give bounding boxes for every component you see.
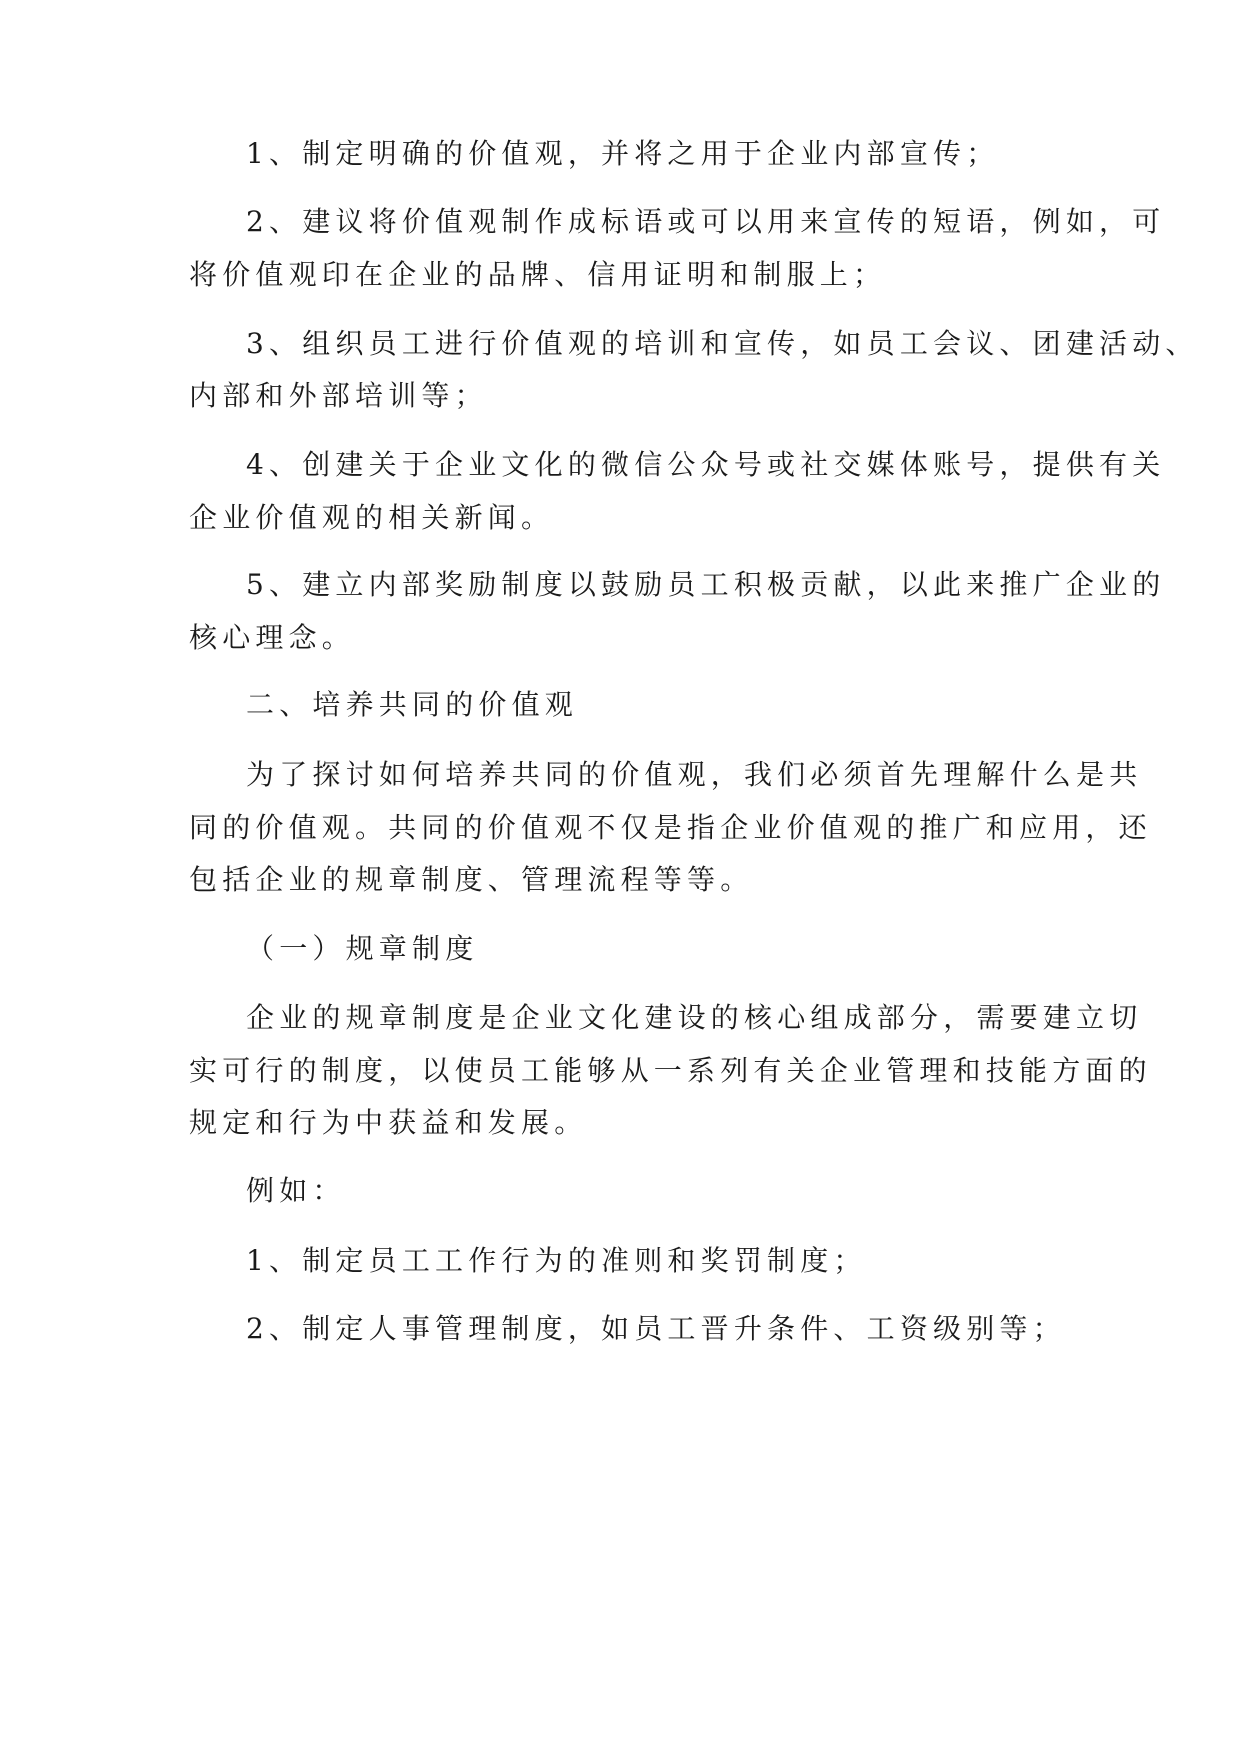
- list-item-1-line-1: 1、制定明确的价值观，并将之用于企业内部宣传；: [246, 137, 1000, 170]
- intro-paragraph-line-1: 为了探讨如何培养共同的价值观，我们必须首先理解什么是共: [246, 758, 1143, 791]
- example-item-1: 1、制定员工工作行为的准则和奖罚制度；: [246, 1244, 867, 1277]
- list-item-4-line-1: 4、创建关于企业文化的微信公众号或社交媒体账号，提供有关: [246, 448, 1166, 481]
- list-item-5-line-2: 核心理念。: [189, 621, 356, 654]
- example-item-2: 2、制定人事管理制度，如员工晋升条件、工资级别等；: [246, 1312, 1066, 1345]
- rules-paragraph-line-2: 实可行的制度，以使员工能够从一系列有关企业管理和技能方面的: [189, 1054, 1152, 1087]
- intro-paragraph-line-3: 包括企业的规章制度、管理流程等等。: [189, 863, 754, 896]
- rules-paragraph-line-3: 规定和行为中获益和发展。: [189, 1106, 588, 1139]
- list-item-3-line-1: 3、组织员工进行价值观的培训和宣传，如员工会议、团建活动、: [246, 327, 1199, 360]
- list-item-5-line-1: 5、建立内部奖励制度以鼓励员工积极贡献，以此来推广企业的: [246, 568, 1166, 601]
- list-item-4-line-2: 企业价值观的相关新闻。: [189, 501, 555, 534]
- list-item-2-line-1: 2、建议将价值观制作成标语或可以用来宣传的短语，例如，可: [246, 205, 1166, 238]
- example-label: 例如：: [246, 1174, 346, 1207]
- rules-paragraph-line-1: 企业的规章制度是企业文化建设的核心组成部分，需要建立切: [246, 1001, 1143, 1034]
- section-heading: 二、培养共同的价值观: [246, 688, 579, 721]
- subsection-heading: （一）规章制度: [246, 932, 479, 965]
- intro-paragraph-line-2: 同的价值观。共同的价值观不仅是指企业价值观的推广和应用，还: [189, 811, 1152, 844]
- list-item-3-line-2: 内部和外部培训等；: [189, 379, 488, 412]
- list-item-2-line-2: 将价值观印在企业的品牌、信用证明和制服上；: [189, 258, 887, 291]
